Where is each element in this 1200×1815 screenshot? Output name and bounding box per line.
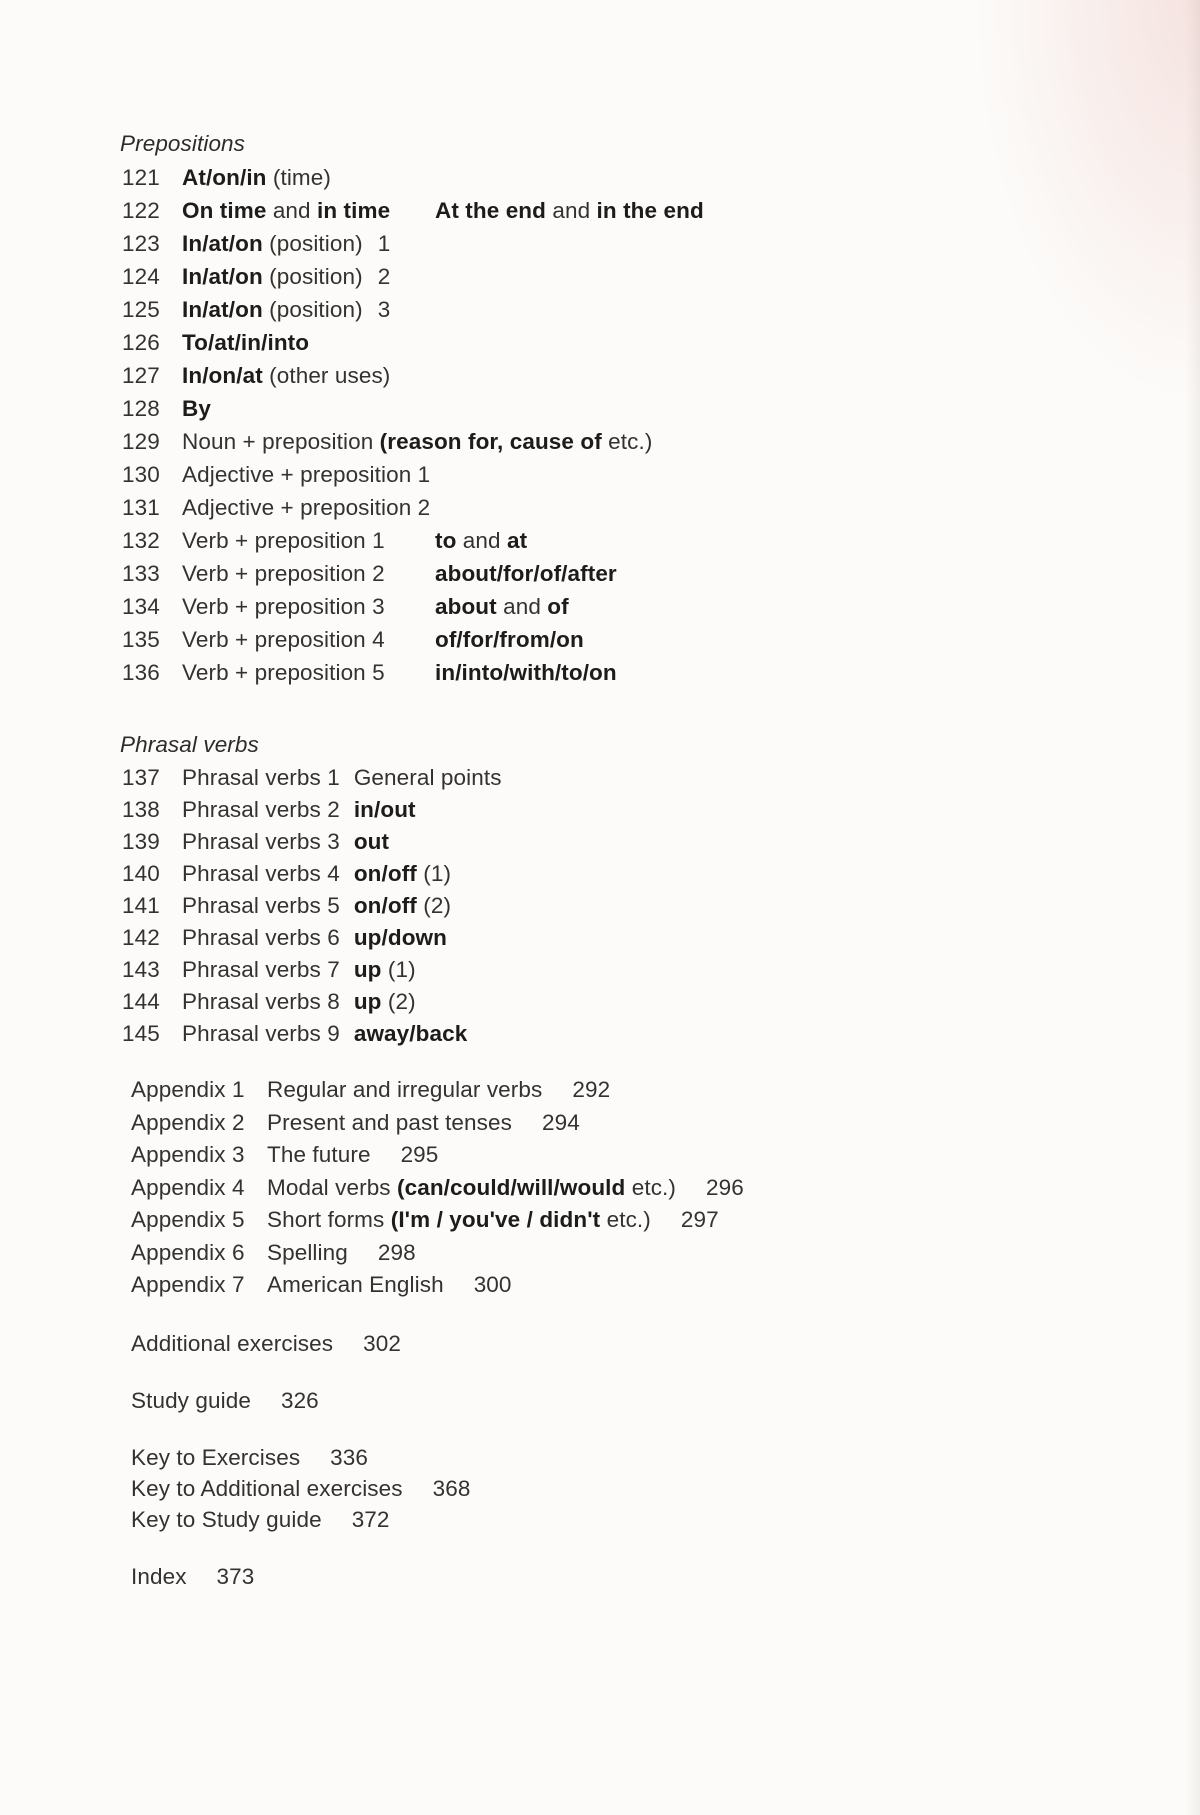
toc-unit-row (122, 161, 1122, 194)
toc-entry (131, 1442, 1122, 1473)
toc-unit-row (122, 826, 1122, 858)
unit-title-seg-bold: in time (317, 198, 391, 223)
unit-keyword (354, 1021, 467, 1046)
toc-unit-row (122, 1018, 1122, 1050)
unit-list-phrasal-verbs (122, 762, 1122, 1050)
unit-title (182, 264, 363, 289)
unit-keyword-seg: (2) (416, 893, 452, 918)
unit-entry (182, 557, 617, 590)
unit-subtitle-seg: and (496, 594, 548, 619)
appendix-entry (267, 1237, 416, 1270)
unit-title-seg: Phrasal verbs 5 (182, 893, 340, 918)
unit-keyword (354, 893, 451, 918)
unit-title (182, 957, 340, 982)
appendix-entry (267, 1172, 744, 1205)
unit-keyword-seg-bold: up (353, 957, 382, 982)
toc-unit-row (122, 986, 1122, 1018)
unit-subtitle (435, 198, 704, 223)
unit-entry (182, 392, 211, 425)
unit-number: 124 (122, 264, 160, 289)
appendix-label: Appendix 3 (131, 1142, 245, 1167)
unit-number: 135 (122, 627, 160, 652)
unit-number: 121 (122, 165, 160, 190)
appendix-title (267, 1175, 676, 1200)
unit-number: 131 (122, 495, 160, 520)
page-number: 295 (400, 1142, 439, 1167)
unit-entry (182, 762, 502, 794)
unit-keyword (354, 925, 447, 950)
unit-number: 139 (122, 829, 160, 854)
appendix-entry (267, 1074, 610, 1107)
toc-unit-row (122, 656, 1122, 689)
unit-title (182, 861, 340, 886)
toc-unit-row (122, 524, 1122, 557)
appendix-title-seg: American English (267, 1272, 444, 1297)
toc-entry (131, 1473, 1122, 1504)
unit-title (182, 330, 309, 355)
unit-subtitle-seg-bold: about (435, 594, 497, 619)
unit-title (182, 797, 340, 822)
unit-number: 136 (122, 660, 160, 685)
unit-subtitle-seg-bold: at (506, 528, 528, 553)
toc-unit-row (122, 359, 1122, 392)
entry-title: Key to Additional exercises (131, 1475, 403, 1501)
entry-title: Study guide (131, 1387, 251, 1413)
entry-title: Index (131, 1563, 187, 1589)
unit-title-seg: Phrasal verbs 4 (182, 861, 340, 886)
toc-unit-row (122, 260, 1122, 293)
unit-subtitle (435, 627, 584, 652)
unit-title (182, 765, 340, 790)
unit-number: 126 (122, 330, 160, 355)
unit-title-seg: Phrasal verbs 9 (182, 1021, 340, 1046)
section-phrasal-verbs (122, 728, 1122, 1050)
appendix-row (131, 1204, 1122, 1237)
toc-entry (131, 1561, 1122, 1592)
unit-number: 137 (122, 765, 160, 790)
appendix-title-seg: Modal verbs (267, 1174, 398, 1200)
appendix-row (131, 1074, 1122, 1107)
unit-entry (182, 858, 451, 890)
appendix-label: Appendix 4 (131, 1174, 245, 1200)
page-number: 300 (473, 1272, 512, 1297)
appendix-entry (267, 1139, 438, 1172)
unit-number: 129 (122, 429, 160, 454)
unit-title-seg-bold: At/on/in (182, 165, 267, 190)
appendix-title-seg: The future (267, 1142, 371, 1167)
toc-unit-row (122, 227, 1122, 260)
unit-entry (182, 954, 416, 986)
unit-title (182, 590, 435, 623)
unit-entry (182, 326, 309, 359)
appendix-title-seg-bold: (can/could/will/would (397, 1174, 626, 1200)
unit-number: 132 (122, 528, 160, 553)
appendix-row (131, 1269, 1122, 1302)
appendix-title (267, 1240, 348, 1265)
appendix-title-seg: Present and past tenses (267, 1109, 512, 1135)
toc-unit-row (122, 326, 1122, 359)
unit-entry (182, 922, 447, 954)
unit-title-seg-bold: To/at/in/into (182, 330, 310, 355)
unit-title-seg: (time) (266, 165, 331, 190)
unit-title (182, 165, 331, 190)
unit-keyword-seg-bold: on/off (353, 893, 417, 918)
unit-subtitle (435, 561, 617, 586)
appendix-label: Appendix 5 (131, 1207, 245, 1232)
unit-subtitle-seg: and (456, 528, 507, 553)
unit-number: 127 (122, 363, 160, 388)
unit-title-seg-bold: In/at/on (182, 231, 263, 256)
unit-entry (182, 458, 430, 491)
unit-subtitle-seg-bold: of/for/from/on (435, 627, 584, 652)
page-number: 373 (216, 1563, 255, 1589)
appendix-title-seg: Short forms (267, 1207, 391, 1232)
unit-entry (182, 260, 390, 293)
appendix-entry (267, 1204, 719, 1237)
unit-title (182, 829, 340, 854)
unit-entry (182, 227, 390, 260)
unit-entry (182, 194, 704, 227)
unit-title-seg: Adjective + preposition 1 (182, 462, 431, 487)
toc-unit-row (122, 425, 1122, 458)
unit-entry (182, 491, 430, 524)
unit-subtitle (435, 660, 617, 685)
toc-unit-row (122, 194, 1122, 227)
unit-subtitle-seg-bold: about/for/of/after (435, 561, 617, 586)
appendix-title (267, 1142, 371, 1167)
section-heading-prepositions: Prepositions (120, 131, 246, 156)
unit-title (182, 363, 390, 388)
toc-entry (131, 1328, 1122, 1359)
appendix-title (267, 1077, 542, 1102)
unit-keyword-seg-bold: up/down (353, 925, 447, 950)
unit-number: 125 (122, 297, 160, 322)
unit-keyword-seg-bold: on/off (353, 861, 417, 886)
unit-title-seg-bold: In/at/on (182, 264, 263, 289)
unit-subtitle (435, 594, 569, 619)
unit-number: 133 (122, 561, 160, 586)
unit-entry (182, 623, 584, 656)
scan-artifact-page-edge (1186, 0, 1200, 1815)
unit-number: 138 (122, 797, 160, 822)
toc-unit-row (122, 623, 1122, 656)
toc-unit-row (122, 762, 1122, 794)
closing-group (131, 1385, 1122, 1416)
appendix-entry (267, 1269, 512, 1302)
unit-subtitle-seg-bold: in the end (596, 198, 704, 223)
unit-title-seg-bold: By (182, 396, 211, 421)
unit-title-seg: Verb + preposition 2 (182, 561, 385, 586)
unit-keyword-seg-bold: away/back (353, 1021, 468, 1046)
unit-number: 145 (122, 1021, 160, 1046)
unit-keyword (354, 989, 416, 1014)
unit-keyword (354, 797, 416, 822)
unit-number: 123 (122, 231, 160, 256)
unit-list-prepositions (122, 161, 1122, 689)
appendix-title (267, 1207, 651, 1232)
unit-title-seg: (other uses) (262, 363, 391, 388)
unit-entry (182, 656, 617, 689)
page-number: 336 (330, 1444, 369, 1470)
unit-number: 130 (122, 462, 160, 487)
appendix-row (131, 1139, 1122, 1172)
appendix-list (131, 1074, 1122, 1302)
section-heading-phrasal-verbs: Phrasal verbs (120, 732, 259, 757)
unit-title-seg: etc.) (601, 429, 653, 454)
unit-keyword-seg-bold: in/out (353, 797, 416, 822)
unit-title-seg-bold: On time (182, 198, 267, 223)
unit-entry (182, 293, 390, 326)
unit-title-seg: Verb + preposition 1 (182, 528, 385, 553)
unit-title-seg-bold: In/on/at (182, 363, 263, 388)
unit-title-seg: Adjective + preposition 2 (182, 495, 431, 520)
toc-unit-row (122, 890, 1122, 922)
unit-subtitle-seg-bold: At the end (435, 198, 546, 223)
appendix-title-seg: Spelling (267, 1239, 348, 1265)
toc-entry (131, 1504, 1122, 1535)
variant-number: 2 (377, 264, 391, 289)
toc-unit-row (122, 794, 1122, 826)
unit-title-seg: Phrasal verbs 2 (182, 797, 340, 822)
unit-title (182, 429, 652, 454)
unit-keyword (354, 765, 502, 790)
unit-title-seg: Phrasal verbs 3 (182, 829, 340, 854)
unit-title-seg: Phrasal verbs 7 (182, 957, 340, 982)
page-number: 326 (280, 1387, 319, 1413)
appendix-row (131, 1172, 1122, 1205)
unit-keyword (354, 861, 451, 886)
unit-entry (182, 1018, 467, 1050)
entry-title: Key to Study guide (131, 1506, 322, 1532)
unit-title (182, 524, 435, 557)
unit-keyword-seg: (2) (381, 989, 416, 1014)
toc-unit-row (122, 954, 1122, 986)
appendix-row (131, 1107, 1122, 1140)
unit-entry (182, 359, 390, 392)
unit-title-seg: Verb + preposition 3 (182, 594, 385, 619)
toc-unit-row (122, 491, 1122, 524)
unit-title (182, 462, 430, 487)
unit-keyword-seg-bold: up (353, 989, 382, 1014)
unit-entry (182, 425, 652, 458)
unit-title (182, 557, 435, 590)
table-of-contents (122, 127, 1122, 1592)
unit-title (182, 396, 211, 421)
toc-unit-row (122, 293, 1122, 326)
unit-title (182, 231, 363, 256)
unit-keyword (354, 957, 416, 982)
closing-group (131, 1561, 1122, 1592)
unit-subtitle-seg: and (546, 198, 597, 223)
unit-title-seg: Noun + preposition (182, 429, 380, 454)
unit-number: 134 (122, 594, 160, 619)
appendix-title-seg-bold: (I'm / you've / didn't (390, 1207, 601, 1232)
unit-keyword-seg-bold: out (353, 829, 390, 854)
unit-title-seg: Verb + preposition 5 (182, 660, 385, 685)
closing-group (131, 1442, 1122, 1535)
appendix-label: Appendix 7 (131, 1272, 245, 1297)
unit-title-seg: (position) (262, 264, 363, 289)
unit-title (182, 194, 435, 227)
appendix-row (131, 1237, 1122, 1270)
unit-subtitle (435, 528, 527, 553)
closing-entries (131, 1328, 1122, 1592)
unit-entry (182, 890, 451, 922)
unit-title (182, 297, 363, 322)
variant-number: 1 (377, 231, 391, 256)
unit-entry (182, 794, 416, 826)
unit-title (182, 656, 435, 689)
unit-title-seg: (position) (262, 297, 363, 322)
unit-keyword (354, 829, 389, 854)
toc-unit-row (122, 392, 1122, 425)
appendix-title-seg: etc.) (600, 1207, 651, 1232)
unit-entry (182, 590, 569, 623)
toc-unit-row (122, 922, 1122, 954)
unit-subtitle-seg-bold: in/into/with/to/on (435, 660, 617, 685)
unit-number: 128 (122, 396, 160, 421)
appendix-title-seg: etc.) (625, 1174, 676, 1200)
unit-keyword-seg: (1) (381, 957, 416, 982)
unit-title (182, 989, 340, 1014)
unit-title-seg-bold: In/at/on (182, 297, 263, 322)
appendix-label: Appendix 2 (131, 1109, 245, 1135)
unit-title-seg: and (266, 198, 318, 223)
unit-title (182, 925, 340, 950)
page-number: 292 (572, 1077, 611, 1102)
unit-title-seg: Phrasal verbs 6 (182, 925, 340, 950)
appendix-label: Appendix 6 (131, 1239, 245, 1265)
entry-title: Key to Exercises (131, 1444, 301, 1470)
unit-subtitle-seg-bold: of (547, 594, 569, 619)
unit-number: 143 (122, 957, 160, 982)
unit-title (182, 1021, 340, 1046)
unit-number: 142 (122, 925, 160, 950)
appendix-title (267, 1272, 444, 1297)
toc-unit-row (122, 458, 1122, 491)
unit-title-seg: Phrasal verbs 1 (182, 765, 340, 790)
unit-number: 140 (122, 861, 160, 886)
unit-number: 144 (122, 989, 160, 1014)
appendix-entry (267, 1107, 580, 1140)
entry-title: Additional exercises (131, 1330, 334, 1356)
appendix-title (267, 1110, 512, 1135)
closing-group (131, 1328, 1122, 1359)
page-number: 302 (363, 1330, 401, 1356)
unit-title (182, 495, 430, 520)
unit-title-seg: (position) (262, 231, 363, 256)
unit-keyword-seg: General points (353, 765, 502, 790)
toc-unit-row (122, 590, 1122, 623)
unit-entry (182, 524, 527, 557)
variant-number: 3 (377, 297, 391, 322)
unit-title-seg: Phrasal verbs 8 (182, 989, 340, 1014)
page-number: 372 (351, 1506, 390, 1532)
unit-number: 141 (122, 893, 160, 918)
page-number: 298 (377, 1239, 416, 1265)
page-number: 297 (680, 1207, 719, 1232)
section-prepositions (122, 127, 1122, 689)
unit-title-seg: Verb + preposition 4 (182, 627, 385, 652)
unit-title-seg-bold: (reason for, cause of (379, 429, 602, 454)
unit-number: 122 (122, 198, 160, 223)
page-number: 296 (706, 1174, 744, 1200)
unit-title (182, 893, 340, 918)
unit-subtitle-seg-bold: to (435, 528, 457, 553)
appendix-label: Appendix 1 (131, 1077, 245, 1102)
toc-entry (131, 1385, 1122, 1416)
unit-entry (182, 161, 331, 194)
page-number: 368 (432, 1475, 471, 1501)
toc-unit-row (122, 858, 1122, 890)
unit-keyword-seg: (1) (416, 861, 452, 886)
appendix-title-seg: Regular and irregular verbs (267, 1077, 543, 1102)
unit-entry (182, 826, 389, 858)
toc-unit-row (122, 557, 1122, 590)
unit-title (182, 623, 435, 656)
unit-entry (182, 986, 416, 1018)
page-number: 294 (541, 1109, 580, 1135)
